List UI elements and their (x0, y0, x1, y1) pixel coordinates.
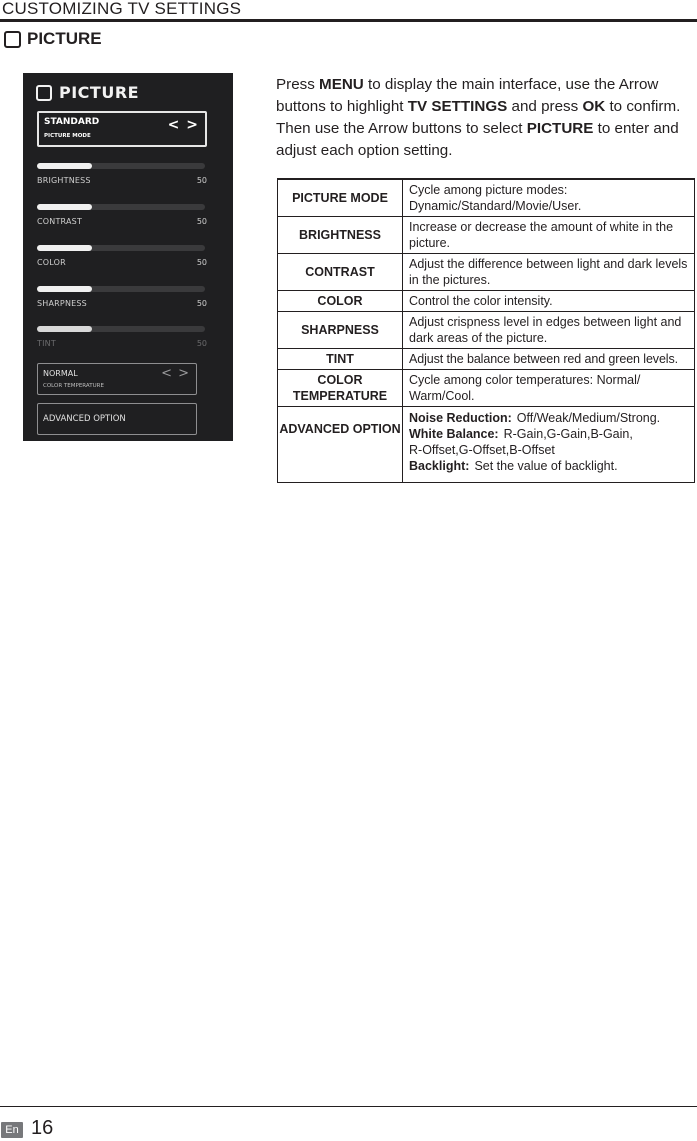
tv-picture-mode-label: PICTURE MODE (44, 133, 91, 139)
left-right-arrows-icon: < > (161, 366, 190, 381)
tv-slider-label: BRIGHTNESS (37, 176, 91, 185)
square-icon (4, 31, 21, 48)
tv-menu-title-label: PICTURE (59, 83, 140, 102)
intro-text: to confirm. Then use the Arrow buttons to select (276, 98, 681, 137)
tv-slider-value: 50 (196, 339, 207, 348)
table-row (278, 370, 695, 407)
tv-square-icon (36, 85, 52, 101)
advanced-white-balance-line (409, 426, 691, 442)
setting-description: Adjust the difference between light and dark levels in the pictures. (403, 254, 695, 291)
setting-description: Adjust crispness level in edges between light and dark areas of the picture. (403, 312, 695, 349)
intro-text: to enter and adjust each option setting. (276, 120, 679, 159)
tv-slider-label: COLOR (37, 258, 66, 267)
tv-color-temperature-label: COLOR TEMPERATURE (43, 383, 104, 389)
language-badge: En (1, 1122, 23, 1138)
tv-slider-value: 50 (196, 176, 207, 185)
advanced-white-balance-line-2: R-Offset,G-Offset,B-Offset (409, 443, 555, 457)
footer-rule (0, 1106, 697, 1107)
setting-term: PICTURE MODE (278, 179, 403, 217)
header-rule (0, 19, 697, 22)
picture-settings-table (277, 178, 695, 483)
intro-text: and press (507, 98, 583, 115)
setting-term: ADVANCED OPTION (278, 407, 403, 483)
advanced-backlight-line (409, 458, 691, 474)
setting-description: Adjust the balance between red and green levels. (403, 349, 695, 370)
page-number: 16 (31, 1117, 54, 1139)
tv-slider-label: SHARPNESS (37, 299, 87, 308)
setting-description (403, 407, 695, 483)
table-row (278, 407, 695, 483)
tv-picture-mode-value: STANDARD (44, 117, 100, 127)
tv-slider-value: 50 (196, 299, 207, 308)
backlight-value: Set the value of backlight. (474, 459, 618, 473)
white-balance-value: R-Gain,G-Gain,B-Gain, (503, 427, 633, 441)
tv-slider-fill (37, 163, 92, 169)
table-row (278, 217, 695, 254)
tv-slider-fill (37, 326, 92, 332)
tv-slider-sharpness (37, 286, 207, 310)
section-heading-label: PICTURE (27, 29, 102, 48)
noise-reduction-label: Noise Reduction: (409, 411, 512, 425)
intro-keyword-picture: PICTURE (526, 120, 594, 137)
tv-slider-fill (37, 286, 92, 292)
tv-menu-screenshot (23, 73, 233, 441)
advanced-noise-line (409, 410, 691, 426)
setting-description: Control the color intensity. (403, 291, 695, 312)
tv-advanced-option-item (37, 403, 197, 435)
tv-slider-brightness (37, 163, 207, 187)
table-row (278, 291, 695, 312)
tv-slider-label: CONTRAST (37, 217, 83, 226)
tv-slider-label: TINT (37, 339, 56, 348)
tv-picture-mode-selector (37, 111, 207, 147)
backlight-label: Backlight: (409, 459, 470, 473)
tv-slider-value: 50 (196, 258, 207, 267)
intro-keyword-menu: MENU (319, 76, 364, 93)
left-right-arrows-icon: < > (167, 117, 199, 133)
tv-advanced-option-label: ADVANCED OPTION (43, 414, 126, 424)
setting-term: BRIGHTNESS (278, 217, 403, 254)
tv-slider-contrast (37, 204, 207, 228)
table-row (278, 179, 695, 217)
white-balance-label: White Balance: (409, 427, 499, 441)
header-title: CUSTOMIZING TV SETTINGS (2, 0, 242, 18)
intro-keyword-ok: OK (582, 98, 606, 115)
setting-term: COLOR (278, 291, 403, 312)
setting-term: SHARPNESS (278, 312, 403, 349)
table-row (278, 349, 695, 370)
setting-term: TINT (278, 349, 403, 370)
tv-slider-tint (37, 326, 207, 350)
setting-term: COLOR TEMPERATURE (278, 370, 403, 407)
tv-slider-color (37, 245, 207, 269)
setting-term: CONTRAST (278, 254, 403, 291)
intro-keyword-tv-settings: TV SETTINGS (407, 98, 508, 115)
setting-description: Cycle among color temperatures: Normal/ Warm/Cool. (403, 370, 695, 407)
section-heading (4, 29, 102, 49)
tv-color-temperature-selector (37, 363, 197, 395)
table-row (278, 312, 695, 349)
tv-slider-fill (37, 204, 92, 210)
tv-menu-title (36, 83, 139, 102)
noise-reduction-value: Off/Weak/Medium/Strong. (516, 411, 661, 425)
setting-description: Increase or decrease the amount of white in the picture. (403, 217, 695, 254)
intro-text: Press (276, 76, 320, 93)
intro-paragraph (276, 74, 697, 162)
table-row (278, 254, 695, 291)
tv-slider-fill (37, 245, 92, 251)
setting-description: Cycle among picture modes: Dynamic/Standard/Movie/User. (403, 179, 695, 217)
tv-color-temperature-value: NORMAL (43, 369, 78, 378)
tv-slider-value: 50 (196, 217, 207, 226)
intro-text: to display the main interface, use the Arrow buttons to highlight (276, 76, 659, 115)
